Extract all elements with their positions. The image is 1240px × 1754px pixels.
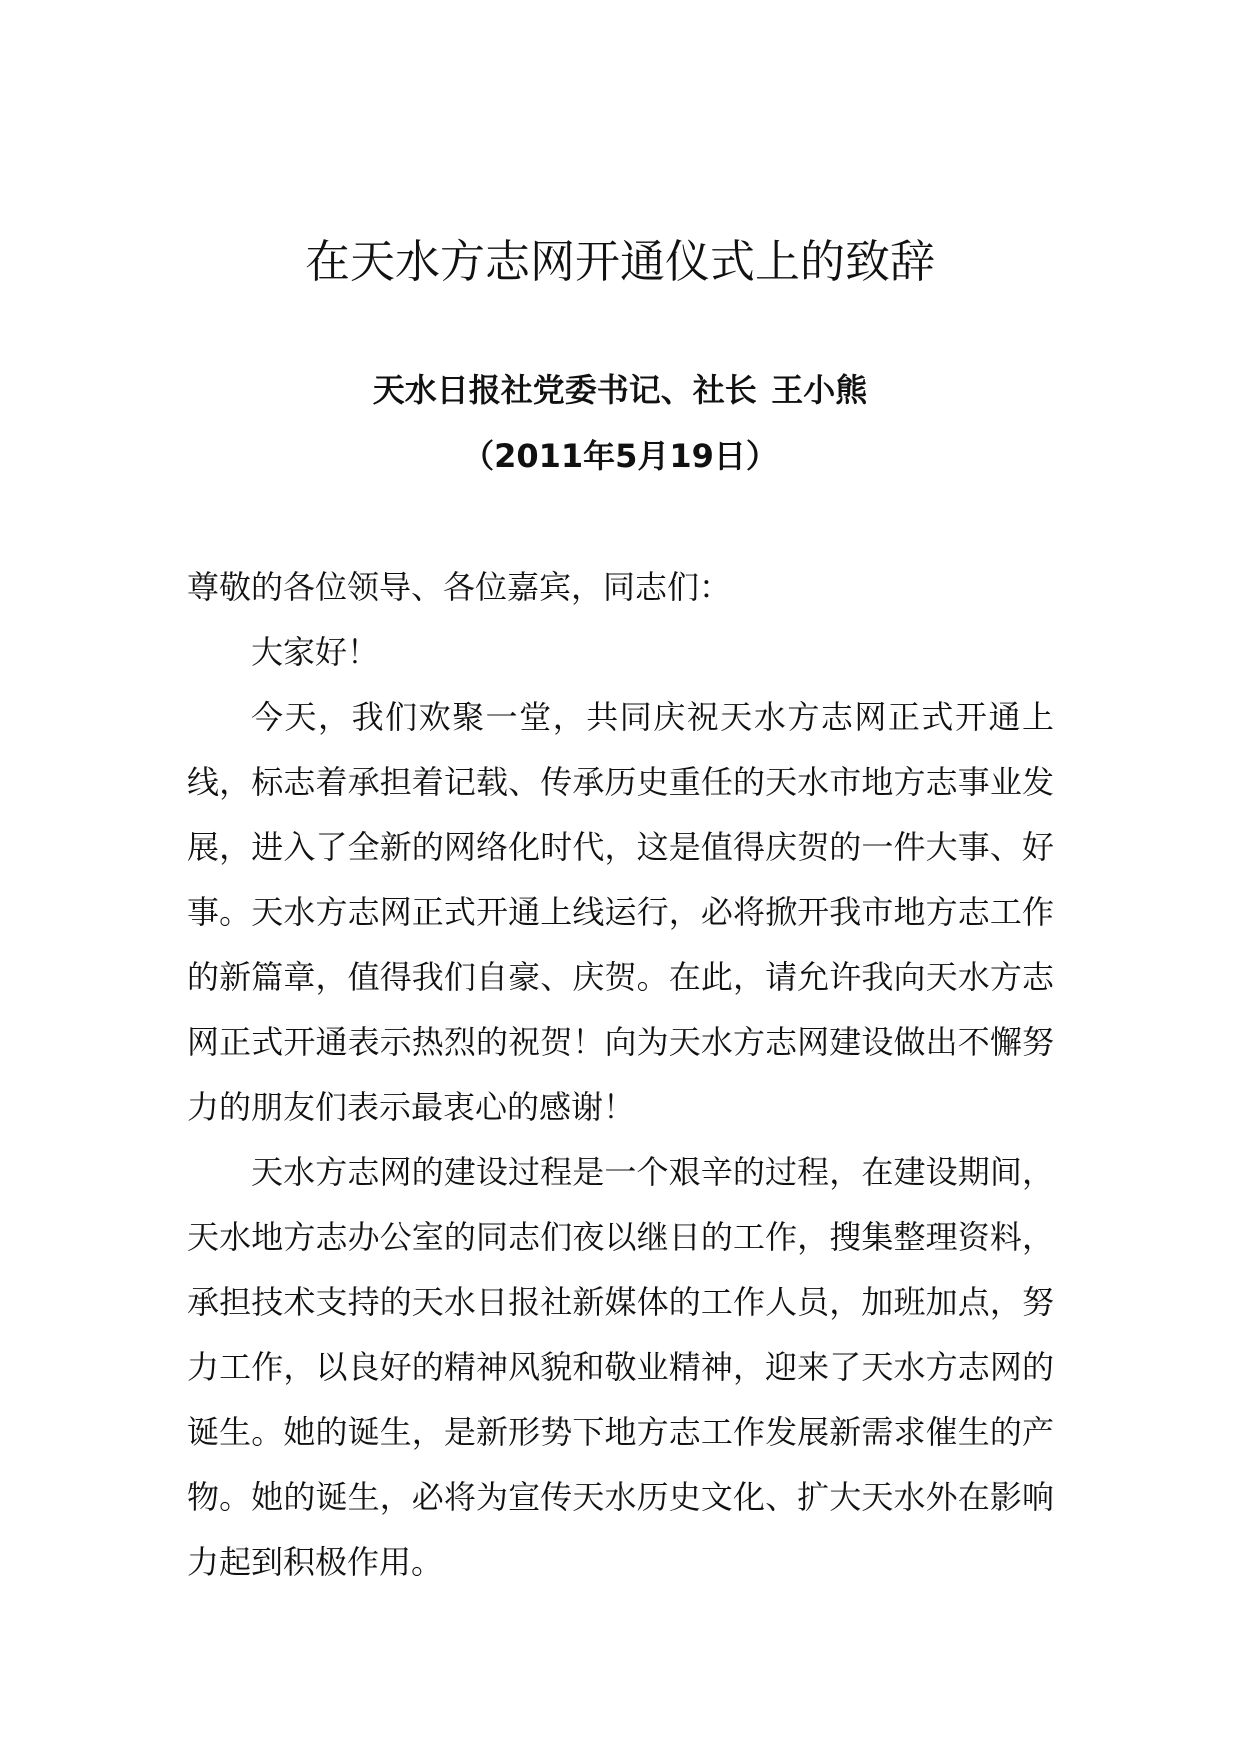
greeting: 大家好！ <box>251 633 380 671</box>
body-paragraph: 今天，我们欢聚一堂，共同庆祝天水方志网正式开通上线，标志着承担着记载、传承历史重任的天水市地方志事业发展，进入了全新的网络化时代，这是值得庆贺的一件大事、好事。天水方志网正式开通上线运行，必将掀开我市地方志工作的新篇章，值得我们自豪、庆贺。在此，请允许我向天水方志网正式开通表示热烈的祝贺！向为天水方志网建设做出不懈努力的朋友们表示最衷心的感谢！ <box>187 698 1054 1126</box>
author-byline <box>0 366 1240 414</box>
speech-date: （2011年5月19日） <box>462 437 778 475</box>
author-role: 天水日报社党委书记、社长 <box>372 371 757 409</box>
document-title: 在天水方志网开通仪式上的致辞 <box>304 235 935 288</box>
body-paragraph: 天水方志网的建设过程是一个艰辛的过程，在建设期间，天水地方志办公室的同志们夜以继日的工作，搜集整理资料，承担技术支持的天水日报社新媒体的工作人员，加班加点，努力工作，以良好的精神风貌和敬业精神，迎来了天水方志网的诞生。她的诞生，是新形势下地方志工作发展新需求催生的产物。她的诞生，必将为宣传天水历史文化、扩大天水外在影响力起到积极作用。 <box>187 1153 1054 1581</box>
salutation: 尊敬的各位领导、各位嘉宾，同志们： <box>187 568 732 606</box>
author-name: 王小熊 <box>771 371 868 409</box>
speech-body <box>187 555 1054 1595</box>
